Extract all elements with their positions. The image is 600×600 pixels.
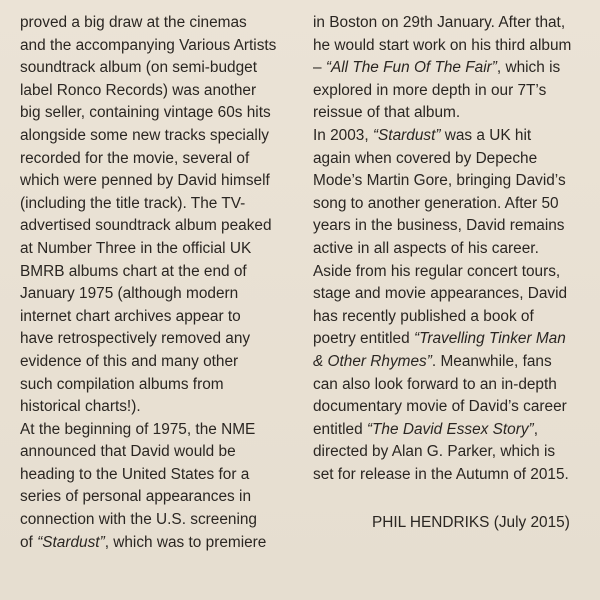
text-segment: BMRB albums chart at the end of (20, 262, 247, 280)
text-segment: evidence of this and many other (20, 352, 239, 370)
text-segment: at Number Three in the official UK (20, 239, 252, 257)
text-segment: song to another generation. After 50 (313, 194, 559, 212)
text-line (20, 509, 310, 532)
text-line (20, 532, 310, 555)
text-line (20, 125, 310, 148)
text-line (313, 193, 595, 216)
text-segment: In 2003, (313, 126, 373, 144)
text-line (313, 125, 595, 148)
text-line (313, 419, 595, 442)
text-segment: entitled (313, 420, 367, 438)
text-line (20, 57, 310, 80)
text-segment: , which is (496, 59, 561, 77)
text-line (20, 419, 310, 442)
text-line (313, 351, 595, 374)
left-text-column (20, 12, 310, 554)
text-segment: internet chart archives appear to (20, 307, 241, 325)
text-segment: (including the title track). The TV- (20, 194, 246, 212)
text-line (313, 441, 595, 464)
text-line (313, 328, 595, 351)
text-line (313, 396, 595, 419)
text-line (313, 306, 595, 329)
text-segment: soundtrack album (on semi-budget (20, 59, 257, 77)
text-segment: again when covered by Depeche (313, 149, 538, 167)
text-segment: advertised soundtrack album peaked (20, 217, 272, 235)
text-line (20, 396, 310, 419)
text-line (20, 351, 310, 374)
text-segment: , which was to premiere (104, 533, 267, 551)
text-segment: proved a big draw at the cinemas (20, 14, 247, 31)
text-line (20, 12, 310, 35)
text-segment: recorded for the movie, several of (20, 149, 250, 167)
text-line (313, 215, 595, 238)
italic-title-text: “All The Fun Of The Fair” (325, 59, 497, 77)
text-line (20, 148, 310, 171)
right-text-column (313, 12, 595, 486)
text-segment: historical charts!). (20, 398, 141, 416)
text-line (313, 261, 595, 284)
text-line (313, 35, 595, 58)
text-segment: was a UK hit (440, 126, 532, 144)
text-segment: which were penned by David himself (20, 172, 270, 190)
text-line (20, 80, 310, 103)
text-line (20, 35, 310, 58)
italic-title-text: “Stardust” (37, 533, 105, 551)
text-segment: has recently published a book of (313, 307, 534, 325)
text-segment: At the beginning of 1975, the NME (20, 420, 256, 438)
text-line (20, 238, 310, 261)
text-segment: alongside some new tracks specially (20, 126, 269, 144)
text-line (20, 374, 310, 397)
text-segment: years in the business, David remains (313, 217, 565, 235)
text-segment: Mode’s Martin Gore, bringing David’s (313, 172, 566, 190)
text-line (313, 12, 595, 35)
text-line (313, 148, 595, 171)
text-segment: can also look forward to an in-depth (313, 375, 557, 393)
text-segment: have retrospectively removed any (20, 330, 251, 348)
text-line (20, 261, 310, 284)
text-line (20, 486, 310, 509)
text-segment: label Ronco Records) was another (20, 81, 257, 99)
text-line (20, 464, 310, 487)
text-segment: big seller, containing vintage 60s hits (20, 104, 271, 122)
italic-title-text: “Travelling Tinker Man (413, 330, 566, 348)
text-segment: – (313, 59, 326, 77)
text-segment: such compilation albums from (20, 375, 224, 393)
italic-title-text: “Stardust” (372, 126, 441, 144)
text-line (20, 306, 310, 329)
text-line (20, 215, 310, 238)
text-segment: . Meanwhile, fans (431, 352, 552, 370)
text-segment: directed by Alan G. Parker, which is (313, 443, 556, 461)
text-line (313, 80, 595, 103)
text-line (313, 238, 595, 261)
text-line (20, 441, 310, 464)
text-line (313, 102, 595, 125)
text-line (313, 57, 595, 80)
text-segment: announced that David would be (20, 443, 236, 461)
text-segment: active in all aspects of his career. (313, 239, 539, 257)
text-line (313, 464, 595, 487)
text-segment: , (533, 420, 538, 438)
text-segment: stage and movie appearances, David (313, 285, 568, 303)
text-line (20, 328, 310, 351)
text-line (313, 170, 595, 193)
text-segment: documentary movie of David’s career (313, 398, 567, 416)
italic-title-text: “The David Essex Story” (366, 420, 534, 438)
text-line (20, 193, 310, 216)
text-segment: explored in more depth in our 7T’s (313, 81, 547, 99)
author-signoff: PHIL HENDRIKS (July 2015) (372, 514, 570, 531)
text-segment: heading to the United States for a (20, 465, 250, 483)
text-segment: connection with the U.S. screening (20, 511, 257, 529)
text-segment: poetry entitled (313, 330, 414, 348)
italic-title-text: & Other Rhymes” (313, 352, 432, 370)
text-line (20, 283, 310, 306)
text-segment: set for release in the Autumn of 2015. (313, 465, 569, 483)
text-line (313, 283, 595, 306)
text-segment: in Boston on 29th January. After that, (313, 14, 566, 31)
text-segment: January 1975 (although modern (20, 285, 239, 303)
text-segment: he would start work on his third album (313, 36, 572, 54)
text-segment: Aside from his regular concert tours, (313, 262, 561, 280)
text-segment: series of personal appearances in (20, 488, 252, 506)
text-segment: of (20, 533, 38, 551)
text-segment: and the accompanying Various Artists (20, 36, 277, 54)
text-line (20, 170, 310, 193)
text-line (313, 374, 595, 397)
text-segment: reissue of that album. (313, 104, 461, 122)
text-line (20, 102, 310, 125)
